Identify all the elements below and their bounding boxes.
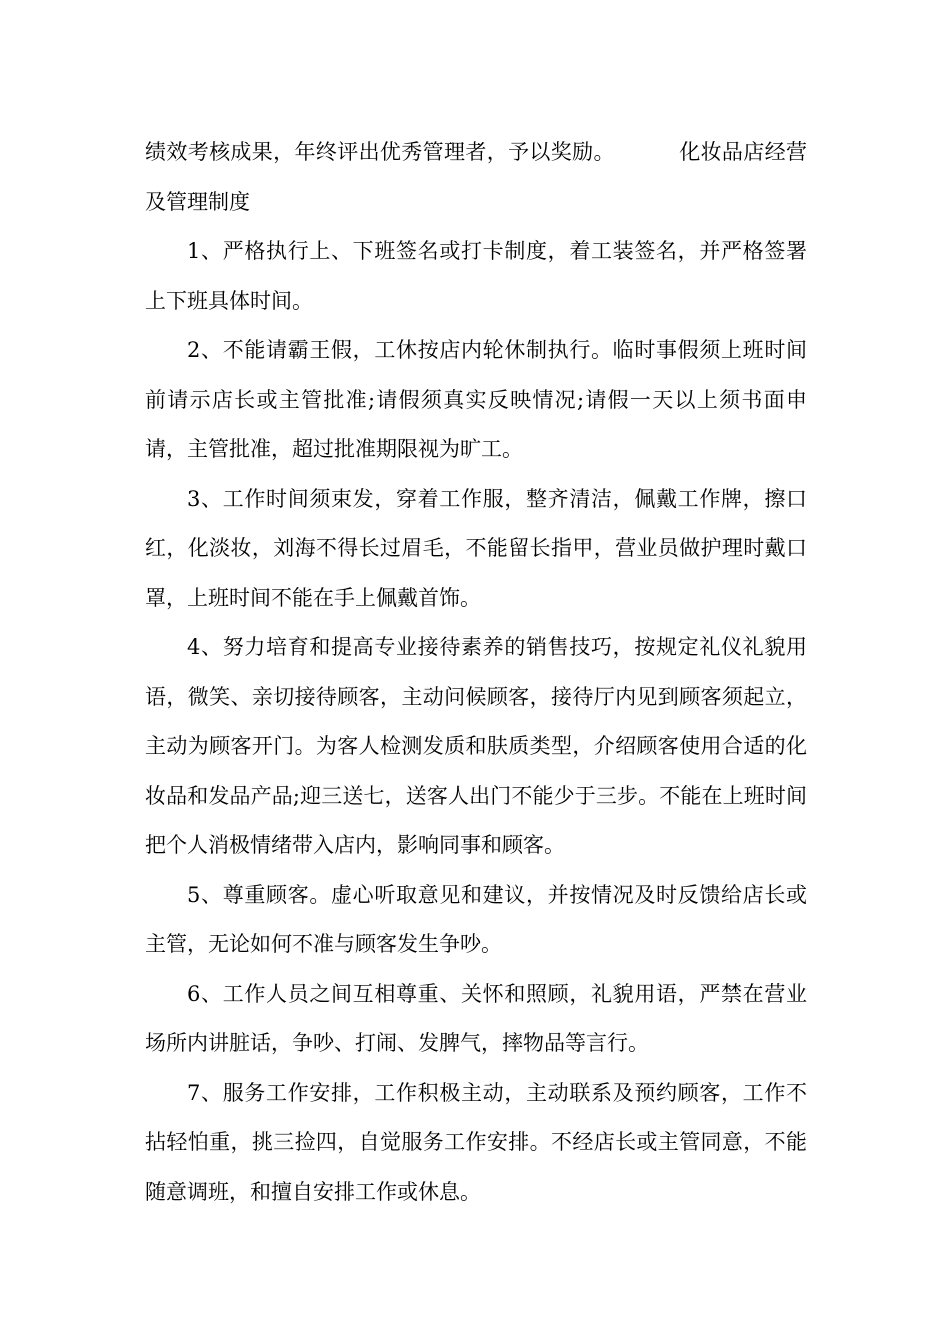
rule-paragraph-3: 3、工作时间须束发，穿着工作服，整齐清洁，佩戴工作牌，擦口红，化淡妆，刘海不得长过眉毛，不能留长指甲，营业员做护理时戴口罩，上班时间不能在手上佩戴首饰。 — [145, 486, 807, 610]
rule-paragraph-5: 5、尊重顾客。虚心听取意见和建议，并按情况及时反馈给店长或主管，无论如何不准与顾客发生争吵。 — [145, 882, 807, 956]
document-body — [145, 128, 807, 1217]
intro-paragraph — [145, 128, 807, 227]
intro-text: 绩效考核成果，年终评出优秀管理者，予以奖励。 — [145, 140, 615, 164]
rule-paragraph-1: 1、严格执行上、下班签名或打卡制度，着工装签名，并严格签署上下班具体时间。 — [145, 239, 807, 313]
rule-paragraph-4: 4、努力培育和提高专业接待素养的销售技巧，按规定礼仪礼貌用语，微笑、亲切接待顾客，主动问候顾客，接待厅内见到顾客须起立，主动为顾客开门。为客人检测发质和肤质类型，介绍顾客使用合适的化妆品和发品产品;迎三送七，送客人出门不能少于三步。不能在上班时间把个人消极情绪带入店内，影响同事和顾客。 — [145, 635, 807, 857]
rule-paragraph-2: 2、不能请霸王假，工休按店内轮休制执行。临时事假须上班时间前请示店长或主管批准;请假须真实反映情况;请假一天以上须书面申请，主管批准，超过批准期限视为旷工。 — [145, 338, 807, 461]
rule-paragraph-7: 7、服务工作安排，工作积极主动，主动联系及预约顾客，工作不拈轻怕重，挑三捡四，自觉服务工作安排。不经店长或主管同意，不能随意调班，和擅自安排工作或休息。 — [145, 1080, 807, 1204]
section-title: 化妆品店经营及管理制度 — [145, 140, 808, 214]
rule-paragraph-6: 6、工作人员之间互相尊重、关怀和照顾，礼貌用语，严禁在营业场所内讲脏话，争吵、打闹、发脾气，摔物品等言行。 — [145, 981, 807, 1055]
